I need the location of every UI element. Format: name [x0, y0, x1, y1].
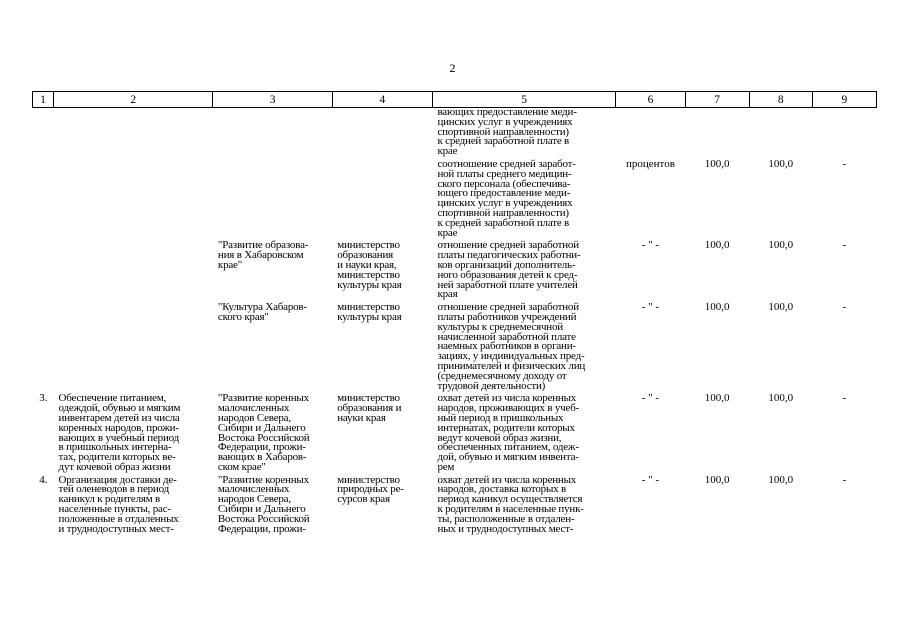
header-col-5: 5 [432, 92, 615, 108]
table-row [33, 303, 877, 394]
indicator-name: охват детей из числа коренных народов, проживающих в учеб- ный период в пришкольных интернатах, родители которых ведут кочевой образ жизни, обеспеченных питанием, одеж- дой, обувью и мягким инвента- рем [437, 392, 580, 473]
responsible-body: министерство природных ре- сурсов края [337, 473, 404, 506]
measure-name [54, 108, 213, 160]
unit-cell: - " - [641, 473, 660, 486]
program-name: "Культура Хабаров- ского края" [217, 301, 307, 323]
unit-cell [616, 108, 685, 160]
measure-name [54, 303, 213, 394]
indicator-name: вающих предоставление меди- цинских услуг в учреждениях спортивной направленности) к средней заработной плате в крае [437, 106, 577, 158]
value-col-9: - [842, 239, 847, 252]
header-col-7: 7 [685, 92, 749, 108]
program-name [213, 160, 332, 241]
row-number [33, 108, 54, 160]
program-name: "Развитие коренных малочисленных народов Севера, Сибири и Дальнего Востока Российской Федерации, прожи- [217, 473, 310, 535]
header-col-4: 4 [332, 92, 432, 108]
value-col-7: 100,0 [704, 157, 730, 170]
data-table [32, 91, 877, 537]
header-col-1: 1 [33, 92, 54, 108]
value-col-8: 100,0 [768, 473, 794, 486]
measure-name: Организация доставки де- тей оленеводов в период каникул к родителям в населенные пункты, рас- положенные в отдаленных и труднодоступных мест- [58, 473, 179, 535]
indicator-name: отношение средней заработной платы педагогических работни- ков организаций дополнитель- ного образования детей к сред- ней заработной плате учителей края [437, 239, 581, 301]
indicator-name: отношение средней заработной платы работников учреждений культуры к среднемесячной начисленной заработной плате наемных работников в органи- зациях, у индивидуальных пред- принимателей и физических лиц (среднемесячному доходу от трудовой деятельности) [437, 301, 586, 392]
value-col-7: 100,0 [704, 392, 730, 405]
responsible-body [332, 160, 432, 241]
program-name: "Развитие образова- ния в Хабаровском крае" [217, 239, 309, 271]
header-col-6: 6 [616, 92, 685, 108]
unit-cell: процентов [625, 157, 675, 170]
responsible-body: министерство образования и науки края, министерство культуры края [337, 239, 402, 291]
row-number [33, 303, 54, 394]
value-col-7: 100,0 [704, 239, 730, 252]
header-col-9: 9 [812, 92, 876, 108]
table-row [33, 108, 877, 160]
table-row [33, 241, 877, 303]
responsible-body: министерство образования и науки края [337, 392, 402, 424]
row-number: 4. [39, 473, 48, 486]
measure-name: Обеспечение питанием, одеждой, обувью и мягким инвентарем детей из числа коренных народов, прожи- вающих в учебный период в пришкольных интерна- тах, родители которых ве- дут кочевой образ жизни [58, 392, 181, 473]
value-col-9: - [842, 392, 847, 405]
header-col-2: 2 [54, 92, 213, 108]
row-number: 3. [39, 392, 48, 405]
value-col-9: - [842, 301, 847, 314]
row-number [33, 160, 54, 241]
measure-name [54, 160, 213, 241]
value-col-9: - [842, 157, 847, 170]
responsible-body [332, 108, 432, 160]
value-col-9: - [842, 473, 847, 486]
indicator-name: соотношение средней заработ- ной платы среднего медицин- ского персонала (обеспечива- ющего предоставление меди- цинских услуг в учреждениях спортивной направленности) к средней заработной плате в крае [437, 157, 576, 239]
unit-cell: - " - [641, 301, 660, 314]
measure-name [54, 241, 213, 303]
header-col-3: 3 [213, 92, 332, 108]
value-col-8: 100,0 [768, 301, 794, 314]
program-name: "Развитие коренных малочисленных народов Севера, Сибири и Дальнего Востока Российской Федерации, прожи- вающих в Хабаров- ском крае" [217, 392, 310, 473]
value-col-9 [812, 108, 876, 160]
table-row [33, 160, 877, 241]
value-col-7: 100,0 [704, 473, 730, 486]
header-col-8: 8 [749, 92, 812, 108]
responsible-body: министерство культуры края [337, 301, 402, 323]
value-col-8: 100,0 [768, 392, 794, 405]
table-row [33, 476, 877, 538]
table-row [33, 394, 877, 475]
unit-cell: - " - [641, 239, 660, 252]
page-number: 2 [449, 61, 456, 75]
value-col-8: 100,0 [768, 157, 794, 170]
indicator-name: охват детей из числа коренных народов, доставка которых в период каникул осуществляется к родителям в населенные пунк- ты, расположенные в отдален- ных и труднодоступных мест- [437, 473, 584, 535]
value-col-8 [749, 108, 812, 160]
value-col-7 [685, 108, 749, 160]
program-name [213, 108, 332, 160]
unit-cell: - " - [641, 392, 660, 405]
value-col-8: 100,0 [768, 239, 794, 252]
row-number [33, 241, 54, 303]
value-col-7: 100,0 [704, 301, 730, 314]
